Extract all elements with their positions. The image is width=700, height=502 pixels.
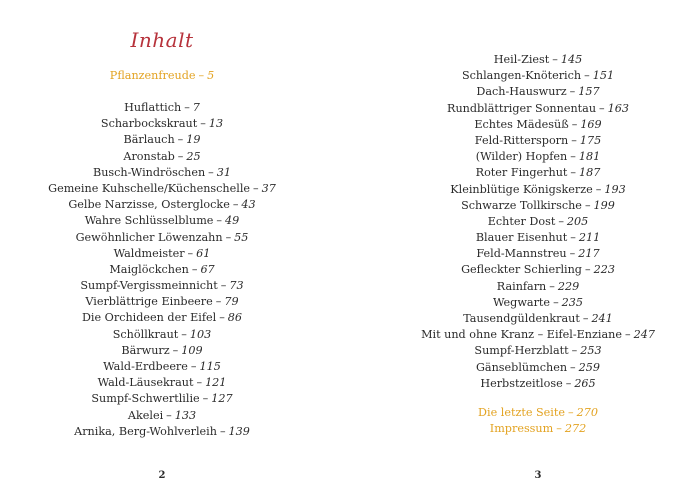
entry-label: Sumpf-Schwertlilie [91,392,200,406]
entry-label: Sumpf-Herzblatt [474,344,569,358]
toc-entry-intro [0,68,324,84]
toc-entry [376,279,700,295]
left-page [0,0,324,502]
toc-entry [376,230,700,246]
entry-label: Rainfarn [496,279,547,293]
entry-separator: – [191,262,198,276]
page-number-right: 3 [534,470,542,481]
toc-entry [0,197,324,213]
entry-label: Busch-Windröschen [92,165,206,179]
toc-entry [0,262,324,278]
entry-page: 61 [196,246,211,260]
entry-label: Feld-Mannstreu [476,247,567,261]
entry-label: Wald-Läusekraut [97,376,194,390]
entry-separator: – [599,101,605,115]
entry-label: Gelbe Narzisse, Osterglocke [68,198,230,212]
entry-label: Huflattich [124,101,182,114]
right-page [376,0,700,502]
entry-separator: – [584,69,590,83]
entry-page: 145 [560,53,583,66]
entry-separator: – [570,231,576,245]
entry-page: 259 [578,360,600,374]
entry-label: Dach-Hauswurz [476,85,567,99]
entry-page: 211 [578,231,601,245]
entry-label: Vierblättrige Einbeere [85,295,213,309]
entry-label: Feld-Rittersporn [474,133,569,147]
entry-label: Scharbockskraut [100,117,198,131]
toc-entry [376,421,700,437]
entry-page: 157 [578,85,600,99]
entry-separator: – [220,279,227,293]
entry-label: Schwarze Tollkirsche [461,198,582,212]
entry-page: 43 [241,198,256,212]
toc-entry [376,133,700,149]
entry-page: 229 [557,279,580,293]
entry-label: Heil-Ziest [493,53,550,66]
entry-page: 133 [174,408,197,422]
entry-separator: – [219,311,225,325]
entry-page: 5 [207,69,215,82]
entry-label: Rundblättriger Sonnentau [447,101,597,115]
toc-entry [0,278,324,294]
entry-separator: – [570,150,576,164]
entry-page: 109 [181,343,203,357]
toc-entry [0,294,324,310]
entry-separator: – [556,422,562,436]
entry-page: 37 [261,181,276,195]
entry-separator: – [232,198,239,212]
entry-separator: – [553,295,559,309]
entry-separator: – [253,181,259,195]
entry-label: Arnika, Berg-Wohlverleih [74,424,217,438]
entry-separator: – [570,360,576,374]
page-number-left: 2 [158,470,166,481]
toc-entry [0,327,324,343]
toc-entry [0,100,324,116]
entry-label: Schöllkraut [112,327,179,341]
entry-separator: – [571,344,578,358]
entry-separator: – [549,279,555,293]
entry-page: 169 [580,117,602,131]
entry-label: Echter Dost [487,214,556,228]
entry-label: Akelei [127,408,164,422]
entry-label: Schlangen-Knöterich [461,69,582,83]
entry-page: 19 [186,133,201,147]
entry-page: 265 [574,376,596,390]
entry-separator: – [181,327,187,341]
entry-separator: – [624,328,631,342]
entry-label: Echtes Mädesüß [474,117,569,131]
closing-list [376,405,700,437]
toc-entry [376,198,700,214]
entry-page: 151 [592,69,615,83]
toc-entry [376,214,700,230]
entry-page: 223 [593,263,615,277]
intro-list [0,68,324,84]
toc-entry [0,359,324,375]
entry-label: Die letzte Seite [478,406,565,419]
entry-page: 193 [604,182,626,196]
entry-page: 253 [580,344,602,358]
toc-entry [376,117,700,133]
entry-separator: – [172,343,179,357]
entry-page: 31 [216,165,232,179]
toc-entry [376,360,700,376]
entry-label: Waldmeister [113,246,185,260]
toc-entry [0,424,324,440]
entry-separator: – [571,133,577,147]
toc-entry [376,182,700,198]
entry-separator: – [190,360,197,373]
entry-page: 13 [208,117,224,131]
toc-entry [0,213,324,229]
entry-label: Maiglöckchen [109,262,189,276]
entry-page: 25 [186,149,201,163]
entry-page: 121 [205,376,227,390]
entry-separator: – [215,295,222,309]
entry-page: 7 [192,101,200,114]
toc-entry [376,165,700,181]
entry-separator: – [584,198,591,212]
entry-label: Gefleckter Schierling [461,263,582,277]
toc-entry [376,246,700,262]
entry-separator: – [198,69,205,82]
entry-separator: – [225,230,232,244]
entry-label: Bärwurz [121,343,170,357]
entry-page: 127 [211,392,233,406]
entry-page: 175 [579,133,602,147]
entry-page: 79 [224,295,239,309]
entry-separator: – [571,117,578,131]
entry-separator: – [582,312,589,325]
toc-entry [376,405,700,421]
entry-label: Herbstzeitlose [480,376,563,390]
toc-entry [0,149,324,165]
entry-label: (Wilder) Hopfen [475,150,568,164]
entry-separator: – [552,53,558,66]
toc-entry [376,262,700,278]
entry-page: 247 [633,328,655,342]
toc-entry [376,327,700,343]
entry-page: 163 [607,101,629,115]
toc-entry [0,181,324,197]
toc-list-right [376,52,700,392]
toc-entry [376,295,700,311]
entry-separator: – [569,247,576,261]
entry-label: Gewöhnlicher Löwenzahn [75,230,223,244]
entry-page: 67 [200,262,215,276]
toc-entry [376,101,700,117]
entry-page: 139 [228,424,250,438]
entry-separator: – [216,214,223,228]
entry-label: Roter Fingerhut [475,166,568,180]
entry-label: Wald-Erdbeere [103,360,188,373]
entry-label: Tausendgüldenkraut [463,312,580,325]
entry-page: 235 [561,295,584,309]
toc-entry [0,246,324,262]
toc-entry [376,84,700,100]
entry-separator: – [570,166,576,180]
entry-page: 73 [229,279,244,293]
entry-label: Wegwarte [492,295,551,309]
entry-label: Aronstab [123,149,175,163]
entry-separator: – [177,133,184,147]
toc-entry [376,52,700,68]
entry-page: 103 [189,327,212,341]
entry-label: Bärlauch [123,133,175,147]
entry-label: Blauer Eisenhut [475,231,568,245]
entry-page: 115 [199,360,221,373]
entry-separator: – [219,424,226,438]
entry-separator: – [569,85,576,99]
entry-page: 270 [576,406,598,419]
entry-page: 241 [591,312,613,325]
entry-separator: – [565,376,572,390]
toc-entry [376,311,700,327]
toc-entry [376,68,700,84]
entry-label: Sumpf-Vergissmeinnicht [80,279,218,293]
entry-separator: – [558,214,564,228]
entry-page: 217 [578,247,600,261]
entry-separator: – [184,101,190,114]
entry-separator: – [166,408,172,422]
entry-label: Impressum [489,422,554,436]
entry-separator: – [208,165,214,179]
toc-title: Inhalt [130,28,194,52]
entry-page: 86 [227,311,243,325]
entry-label: Pflanzenfreude [109,69,196,82]
toc-entry [0,375,324,391]
entry-label: Gänseblümchen [476,360,568,374]
entry-page: 181 [578,150,601,164]
toc-entry [0,116,324,132]
entry-label: Mit und ohne Kranz – Eifel-Enziane [421,328,622,342]
toc-entry [376,149,700,165]
toc-entry [0,132,324,148]
entry-separator: – [177,149,184,163]
toc-entry [0,310,324,326]
toc-entry [0,343,324,359]
entry-page: 187 [579,166,601,180]
entry-separator: – [584,263,591,277]
entry-page: 272 [564,422,587,436]
entry-separator: – [200,117,206,131]
entry-separator: – [595,182,602,196]
entry-separator: – [202,392,209,406]
entry-page: 199 [593,198,615,212]
entry-separator: – [568,406,574,419]
entry-label: Die Orchideen der Eifel [81,311,217,325]
entry-page: 205 [566,214,589,228]
entry-label: Gemeine Kuhschelle/Küchenschelle [48,181,251,195]
toc-entry [0,391,324,407]
toc-entry [376,376,700,392]
toc-list-left [0,100,324,440]
toc-entry [0,165,324,181]
entry-separator: – [196,376,203,390]
entry-page: 55 [234,230,249,244]
entry-page: 49 [225,214,240,228]
entry-label: Wahre Schlüsselblume [84,214,214,228]
toc-entry [0,408,324,424]
toc-entry [376,343,700,359]
entry-separator: – [187,246,194,260]
toc-entry [0,230,324,246]
entry-label: Kleinblütige Königskerze [450,182,593,196]
